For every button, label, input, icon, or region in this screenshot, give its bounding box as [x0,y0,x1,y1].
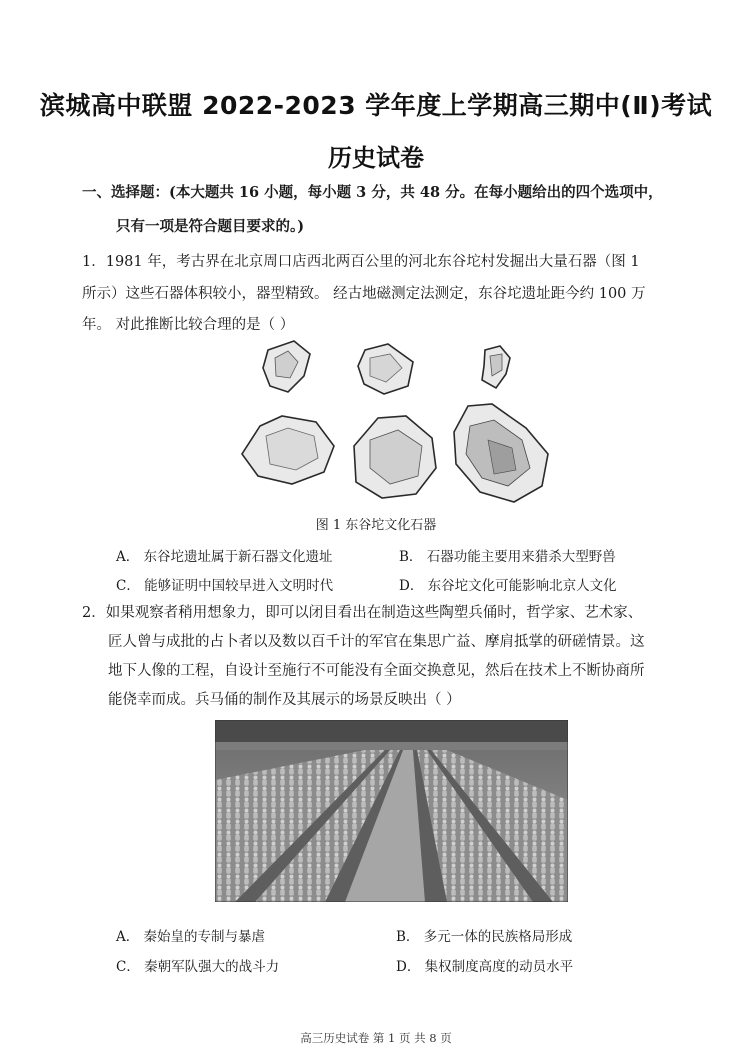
q2-text-line-2: 匠人曾与成批的占卜者以及数以百千计的军官在集思广益、摩肩抵掌的研磋情景。这 [108,634,645,650]
q2-option-c[interactable]: C． 秦朝军队强大的战斗力 [116,959,280,975]
q2-option-b[interactable]: B． 多元一体的民族格局形成 [396,929,573,945]
q1-option-b[interactable]: B． 石器功能主要用来猎杀大型野兽 [399,549,616,565]
q2-option-a[interactable]: A． 秦始皇的专制与暴虐 [116,929,266,945]
q2-option-d[interactable]: D． 集权制度高度的动员水平 [396,959,574,975]
exam-title: 滨城高中联盟 2022-2023 学年度上学期高三期中(Ⅱ)考试 [39,91,713,120]
q1-text-line-3: 年。 对此推断比较合理的是（ ） [82,317,295,333]
exam-subtitle: 历史试卷 [328,144,424,172]
q1-option-c[interactable]: C． 能够证明中国较早进入文明时代 [116,578,334,594]
q1-option-d[interactable]: D． 东谷坨文化可能影响北京人文化 [399,578,617,594]
q1-option-a[interactable]: A． 东谷坨遗址属于新石器文化遗址 [116,549,333,565]
section-heading-line-2: 只有一项是符合题目要求的。) [116,218,305,235]
terracotta-warriors-photo [215,720,568,902]
q2-text-line-3: 地下人像的工程，自设计至施行不可能没有全面交换意见，然后在技术上不断协商所 [108,663,645,679]
q2-text-line-4: 能侥幸而成。兵马俑的制作及其展示的场景反映出（ ） [108,692,461,708]
q1-text-line-2: 所示）这些石器体积较小，器型精致。 经古地磁测定法测定，东谷坨遗址距今约 100 万 [82,286,646,302]
stone-tools-figure [230,336,552,504]
page-footer: 高三历史试卷 第 1 页 共 8 页 [300,1031,452,1045]
section-heading-line-1: 一、选择题：(本大题共 16 小题，每小题 3 分，共 48 分。在每小题给出的四个选项中， [82,184,663,201]
q1-text-line-1: 1．1981 年，考古界在北京周口店西北两百公里的河北东谷坨村发掘出大量石器（图 1 [82,254,640,270]
q2-text-line-1: 2．如果观察者稍用想象力，即可以闭目看出在制造这些陶塑兵俑时，哲学家、艺术家、 [82,605,643,621]
figure-1-caption: 图 1 东谷坨文化石器 [315,518,437,533]
